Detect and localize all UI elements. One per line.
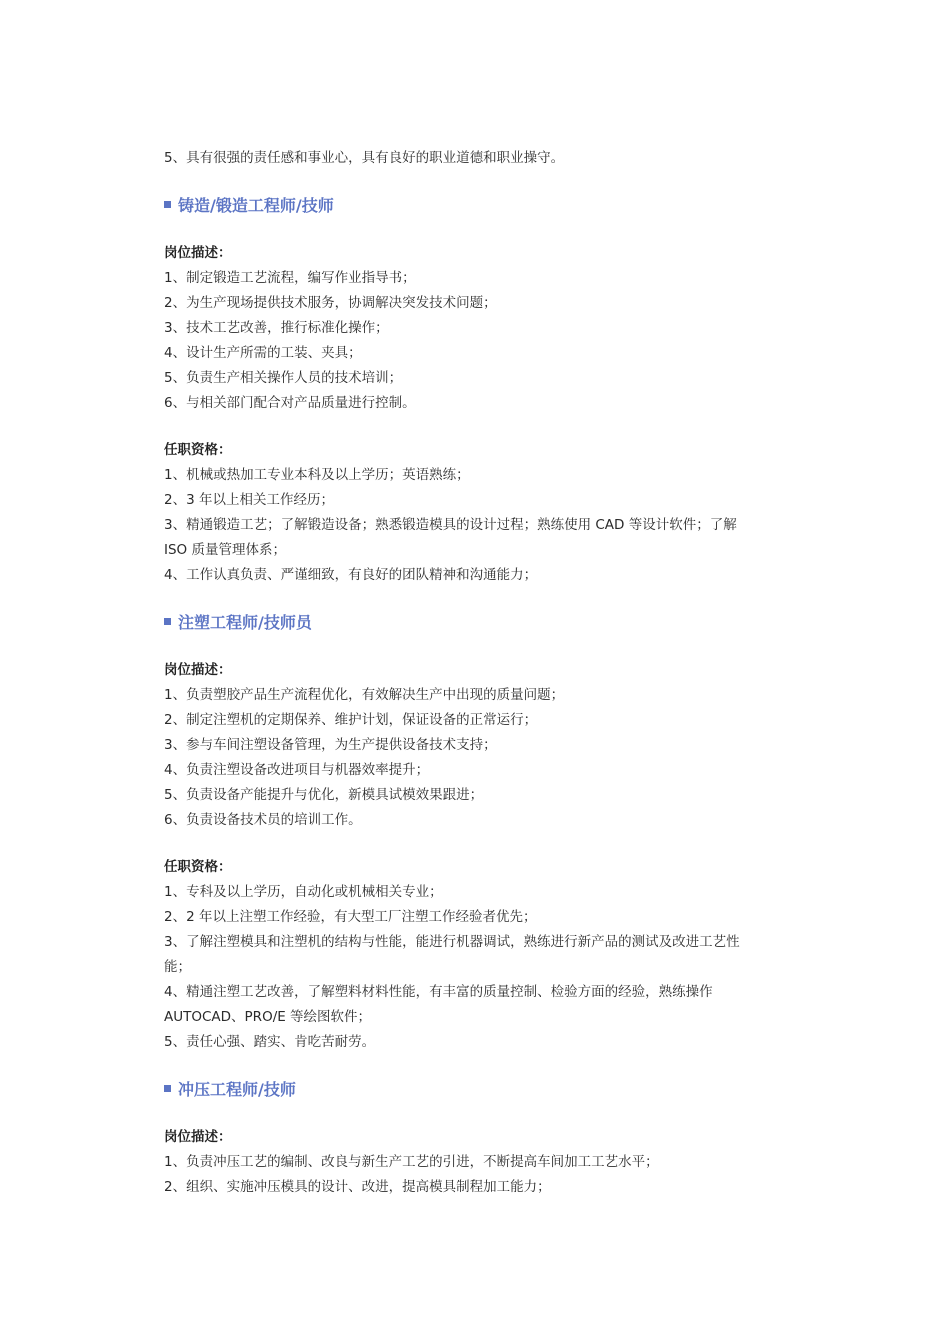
list-item: 4、设计生产所需的工装、夹具； (164, 345, 362, 361)
section-title: 冲压工程师/技师 (178, 1080, 296, 1099)
list-item: 1、制定锻造工艺流程，编写作业指导书； (164, 270, 416, 286)
list-item: 5、负责生产相关操作人员的技术培训； (164, 370, 403, 386)
list-item: 1、负责冲压工艺的编制、改良与新生产工艺的引进，不断提高车间加工工艺水平； (164, 1154, 659, 1170)
list-item: 4、精通注塑工艺改善，了解塑料材料性能，有丰富的质量控制、检验方面的经验，熟练操作 (164, 984, 713, 1000)
list-item: 2、为生产现场提供技术服务，协调解决突发技术问题； (164, 295, 497, 311)
section-forging (164, 193, 784, 588)
desc-label: 岗位描述： (164, 1129, 232, 1145)
square-bullet-icon (164, 618, 171, 625)
list-item: 6、负责设备技术员的培训工作。 (164, 812, 362, 828)
section-heading (164, 610, 784, 636)
list-item: 1、专科及以上学历，自动化或机械相关专业； (164, 884, 443, 900)
list-item: 2、制定注塑机的定期保养、维护计划，保证设备的正常运行； (164, 712, 538, 728)
list-item: ISO 质量管理体系； (164, 542, 286, 558)
section-title: 注塑工程师/技师员 (178, 613, 312, 632)
list-item: 4、工作认真负责、严谨细致，有良好的团队精神和沟通能力； (164, 567, 538, 583)
section-stamping (164, 1077, 784, 1200)
desc-label: 岗位描述： (164, 245, 232, 261)
list-item: 4、负责注塑设备改进项目与机器效率提升； (164, 762, 430, 778)
square-bullet-icon (164, 1085, 171, 1092)
desc-label: 岗位描述： (164, 662, 232, 678)
req-label: 任职资格： (164, 859, 232, 875)
list-item: 3、了解注塑模具和注塑机的结构与性能，能进行机器调试，熟练进行新产品的测试及改进工艺性 (164, 934, 740, 950)
list-item: 1、负责塑胶产品生产流程优化，有效解决生产中出现的质量问题； (164, 687, 565, 703)
list-item: 3、参与车间注塑设备管理，为生产提供设备技术支持； (164, 737, 497, 753)
list-item: 2、组织、实施冲压模具的设计、改进，提高模具制程加工能力； (164, 1179, 551, 1195)
list-item: 5、负责设备产能提升与优化，新模具试模效果跟进； (164, 787, 484, 803)
list-item: 5、责任心强、踏实、肯吃苦耐劳。 (164, 1034, 376, 1050)
section-heading (164, 193, 784, 219)
req-label: 任职资格： (164, 442, 232, 458)
intro-item: 5、具有很强的责任感和事业心，具有良好的职业道德和职业操守。 (164, 150, 565, 166)
list-item: AUTOCAD、PRO/E 等绘图软件； (164, 1009, 372, 1025)
document-page (164, 146, 784, 1200)
list-item: 2、2 年以上注塑工作经验，有大型工厂注塑工作经验者优先； (164, 909, 537, 925)
list-item: 3、技术工艺改善，推行标准化操作； (164, 320, 389, 336)
square-bullet-icon (164, 201, 171, 208)
list-item: 2、3 年以上相关工作经历； (164, 492, 334, 508)
section-title: 铸造/锻造工程师/技师 (178, 196, 334, 215)
list-item: 1、机械或热加工专业本科及以上学历；英语熟练； (164, 467, 470, 483)
list-item: 6、与相关部门配合对产品质量进行控制。 (164, 395, 416, 411)
list-item: 能； (164, 959, 191, 975)
section-heading (164, 1077, 784, 1103)
list-item: 3、精通锻造工艺；了解锻造设备；熟悉锻造模具的设计过程；熟练使用 CAD 等设计软件；了解 (164, 517, 737, 533)
section-injection-molding (164, 610, 784, 1055)
